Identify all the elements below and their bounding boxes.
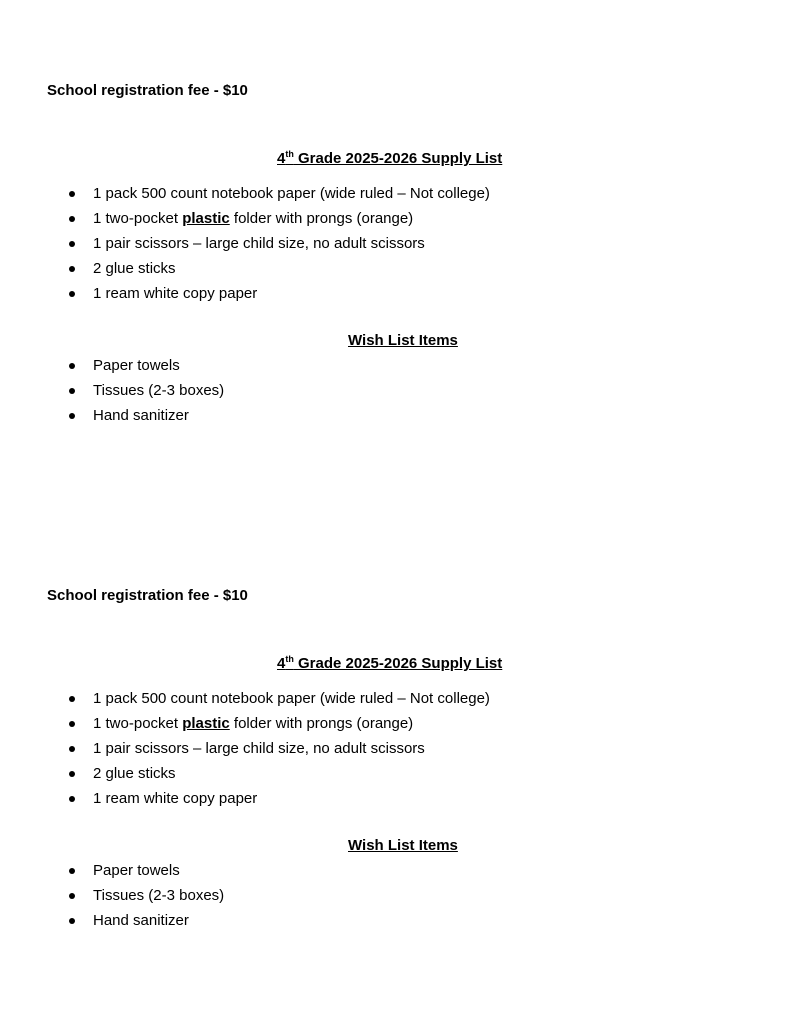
bullet-icon bbox=[69, 241, 75, 247]
item-text: two-pocket bbox=[101, 715, 183, 732]
bullet-icon bbox=[69, 388, 75, 394]
item-quantity: 1 bbox=[93, 285, 102, 302]
item-text: glue sticks bbox=[101, 260, 176, 277]
bullet-icon bbox=[69, 868, 75, 874]
item-text: Hand sanitizer bbox=[93, 407, 189, 424]
bullet-icon bbox=[69, 291, 75, 297]
bullet-icon bbox=[69, 796, 75, 802]
bullet-icon bbox=[69, 696, 75, 702]
item-quantity: 1 bbox=[93, 185, 102, 202]
supply-list-title bbox=[277, 149, 502, 169]
bullet-icon bbox=[69, 746, 75, 752]
item-text: Paper towels bbox=[93, 862, 180, 879]
item-quantity: 2 bbox=[93, 260, 102, 277]
item-text: Paper towels bbox=[93, 357, 180, 374]
bullet-icon bbox=[69, 266, 75, 272]
bullet-icon bbox=[69, 771, 75, 777]
supply-section-bottom bbox=[0, 505, 791, 929]
supply-section-top bbox=[0, 0, 791, 424]
item-text: Hand sanitizer bbox=[93, 912, 189, 929]
item-quantity: 1 bbox=[93, 790, 102, 807]
item-emphasis: plastic bbox=[182, 210, 230, 227]
item-quantity: 1 bbox=[93, 210, 102, 227]
wish-list-title: Wish List Items bbox=[348, 837, 458, 854]
item-text: pair scissors – large child size, no adult scissors bbox=[101, 740, 425, 757]
bullet-icon bbox=[69, 363, 75, 369]
item-quantity: 1 bbox=[93, 235, 102, 252]
item-quantity: 1 bbox=[93, 740, 102, 757]
item-text: folder with prongs (orange) bbox=[229, 715, 414, 732]
item-text: Tissues (2-3 boxes) bbox=[93, 887, 225, 904]
item-text: pack 500 count notebook paper (wide ruled – Not college) bbox=[101, 690, 490, 707]
bullet-icon bbox=[69, 413, 75, 419]
item-text: Tissues (2-3 boxes) bbox=[93, 382, 225, 399]
wish-list-title: Wish List Items bbox=[348, 332, 458, 349]
registration-fee: School registration fee - $10 bbox=[47, 587, 248, 604]
item-text: ream white copy paper bbox=[101, 285, 258, 302]
bullet-icon bbox=[69, 893, 75, 899]
bullet-icon bbox=[69, 191, 75, 197]
item-text: folder with prongs (orange) bbox=[229, 210, 414, 227]
bullet-icon bbox=[69, 721, 75, 727]
item-text: ream white copy paper bbox=[101, 790, 258, 807]
grade-number: 4 bbox=[277, 150, 286, 167]
item-text: two-pocket bbox=[101, 210, 183, 227]
item-text: glue sticks bbox=[101, 765, 176, 782]
grade-ordinal-suffix: th bbox=[285, 654, 294, 664]
item-text: pair scissors – large child size, no adult scissors bbox=[101, 235, 425, 252]
grade-number: 4 bbox=[277, 655, 286, 672]
bullet-icon bbox=[69, 216, 75, 222]
supply-list-title bbox=[277, 654, 502, 674]
item-quantity: 1 bbox=[93, 715, 102, 732]
bullet-icon bbox=[69, 918, 75, 924]
item-emphasis: plastic bbox=[182, 715, 230, 732]
grade-ordinal-suffix: th bbox=[285, 149, 294, 159]
supply-title-text: Grade 2025-2026 Supply List bbox=[293, 150, 503, 167]
item-quantity: 2 bbox=[93, 765, 102, 782]
item-quantity: 1 bbox=[93, 690, 102, 707]
supply-title-text: Grade 2025-2026 Supply List bbox=[293, 655, 503, 672]
registration-fee: School registration fee - $10 bbox=[47, 82, 248, 99]
item-text: pack 500 count notebook paper (wide ruled – Not college) bbox=[101, 185, 490, 202]
